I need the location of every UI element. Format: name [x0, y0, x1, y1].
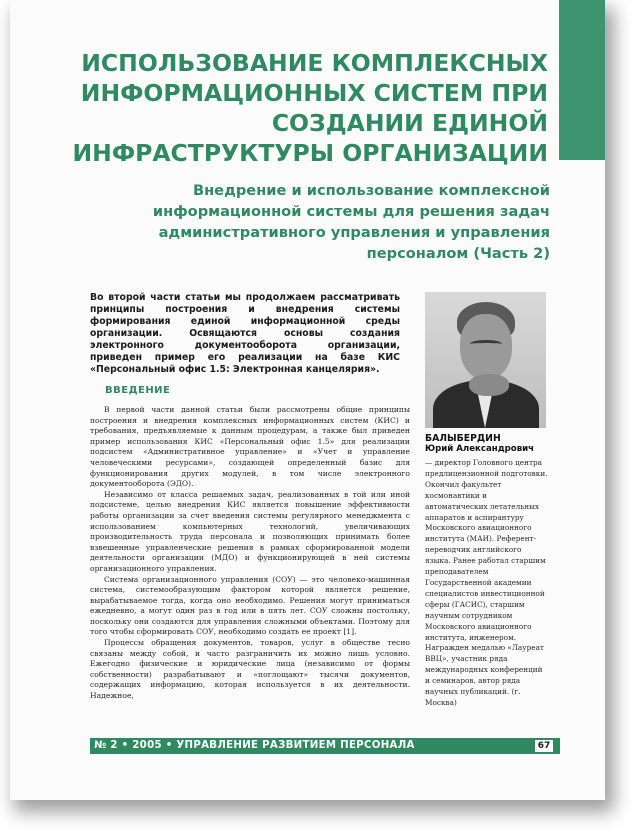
photo-hand-shape	[469, 374, 509, 396]
body-paragraph: Процессы обращения документов, товаров, услуг в обществе тесно связаны между собой, и часто разграничить их можно лишь условно. Ежегодно физические и юридические лица (независимо от формы собственности) разрабатывают и «поглощают» тысячи документов, содержащих информацию, которая используется в их деятельности. Надежное,	[90, 638, 410, 701]
article-subtitle: Внедрение и использование комплексной информационной системы для решения задач административного управления и управления персоналом (Часть 2)	[152, 182, 550, 262]
article-title: ИСПОЛЬЗОВАНИЕ КОМПЛЕКСНЫХ ИНФОРМАЦИОННЫХ СИСТЕМ ПРИ СОЗДАНИИ ЕДИНОЙ ИНФРАСТРУКТУРЫ ОРГАНИЗАЦИИ	[72, 49, 548, 167]
body-paragraph: В первой части данной статьи были рассмотрены общие принципы построения и внедрения комплексных информационных систем (КИС) и требования, предъявляемые к данным процедурам, а также был приведен пример использования КИС «Персональный офис 1.5» для реализации подсистем «Административное управление» и «Учет и управление человеческими ресурсами», создающей определенный базис для функционирования других модулей, в том числе электронного документооборота (ЭДО).	[90, 405, 410, 489]
section-heading-text: ВВЕДЕНИЕ	[105, 385, 171, 396]
footer-issue-line: № 2 • 2005 • УПРАВЛЕНИЕ РАЗВИТИЕМ ПЕРСОНАЛА	[94, 740, 415, 751]
article-lead: Во второй части статьи мы продолжаем рассматривать принципы построения и внедрения системы формирования единой информационной среды организации. Освящаются основы создания электронного документооборота организации, приведен пример его реализации на базе КИС «Персональный офис 1.5: Электронная канцелярия».	[90, 292, 400, 375]
author-surname: БАЛЫБЕРДИН	[425, 433, 501, 444]
magazine-page	[10, 0, 605, 800]
body-paragraph: Система организационного управления (СОУ) — это человеко-машинная система, системообразующим фактором которой является решение, вырабатываемое тогда, когда оно необходимо. Решения могут приниматься ежедневно, а могут один раз в год или в пять лет. СОУ сложны постольку, поскольку они создаются для управления сложными объектами. Поэтому для того чтобы сформировать СОУ, необходимо создать ее проект [1].	[90, 574, 410, 637]
body-paragraph: Независимо от класса решаемых задач, реализованных в той или иной подсистеме, целью внедрения КИС является повышение эффективности работы организации за счет введения системы регулярного менеджмента с использованием компьютерных технологий, увеличивающих производительность труда персонала и позволяющих принимать более взвешенные управленческие решения в рамках сформированной модели деятельности организации (МДО) и функционирующей в ней системы организационного управления.	[90, 489, 410, 573]
author-photo	[425, 292, 546, 428]
author-given-name: Юрий Александрович	[425, 444, 535, 454]
corner-accent-tab	[559, 0, 605, 160]
section-heading	[105, 385, 170, 396]
photo-eyes-shape	[470, 340, 502, 348]
page-number: 67	[534, 739, 554, 753]
article-body	[90, 405, 410, 702]
author-bio: — директор Головного центра предлицензионной подготовки. Окончил факультет космонавтики и автоматических летательных аппаратов и аспирантуру Московского авиационного института (МАИ). Референт-переводчик английского языка. Ранее работал старшим преподавателем Государственной академии специалистов инвестиционной сферы (ГАСИС), старшим научным сотрудником Московского авиационного института, инженером. Награжден медалью «Лауреат ВВЦ», участник ряда международных конференций и семинаров, автор ряда научных публикаций. (г. Москва)	[425, 458, 548, 707]
